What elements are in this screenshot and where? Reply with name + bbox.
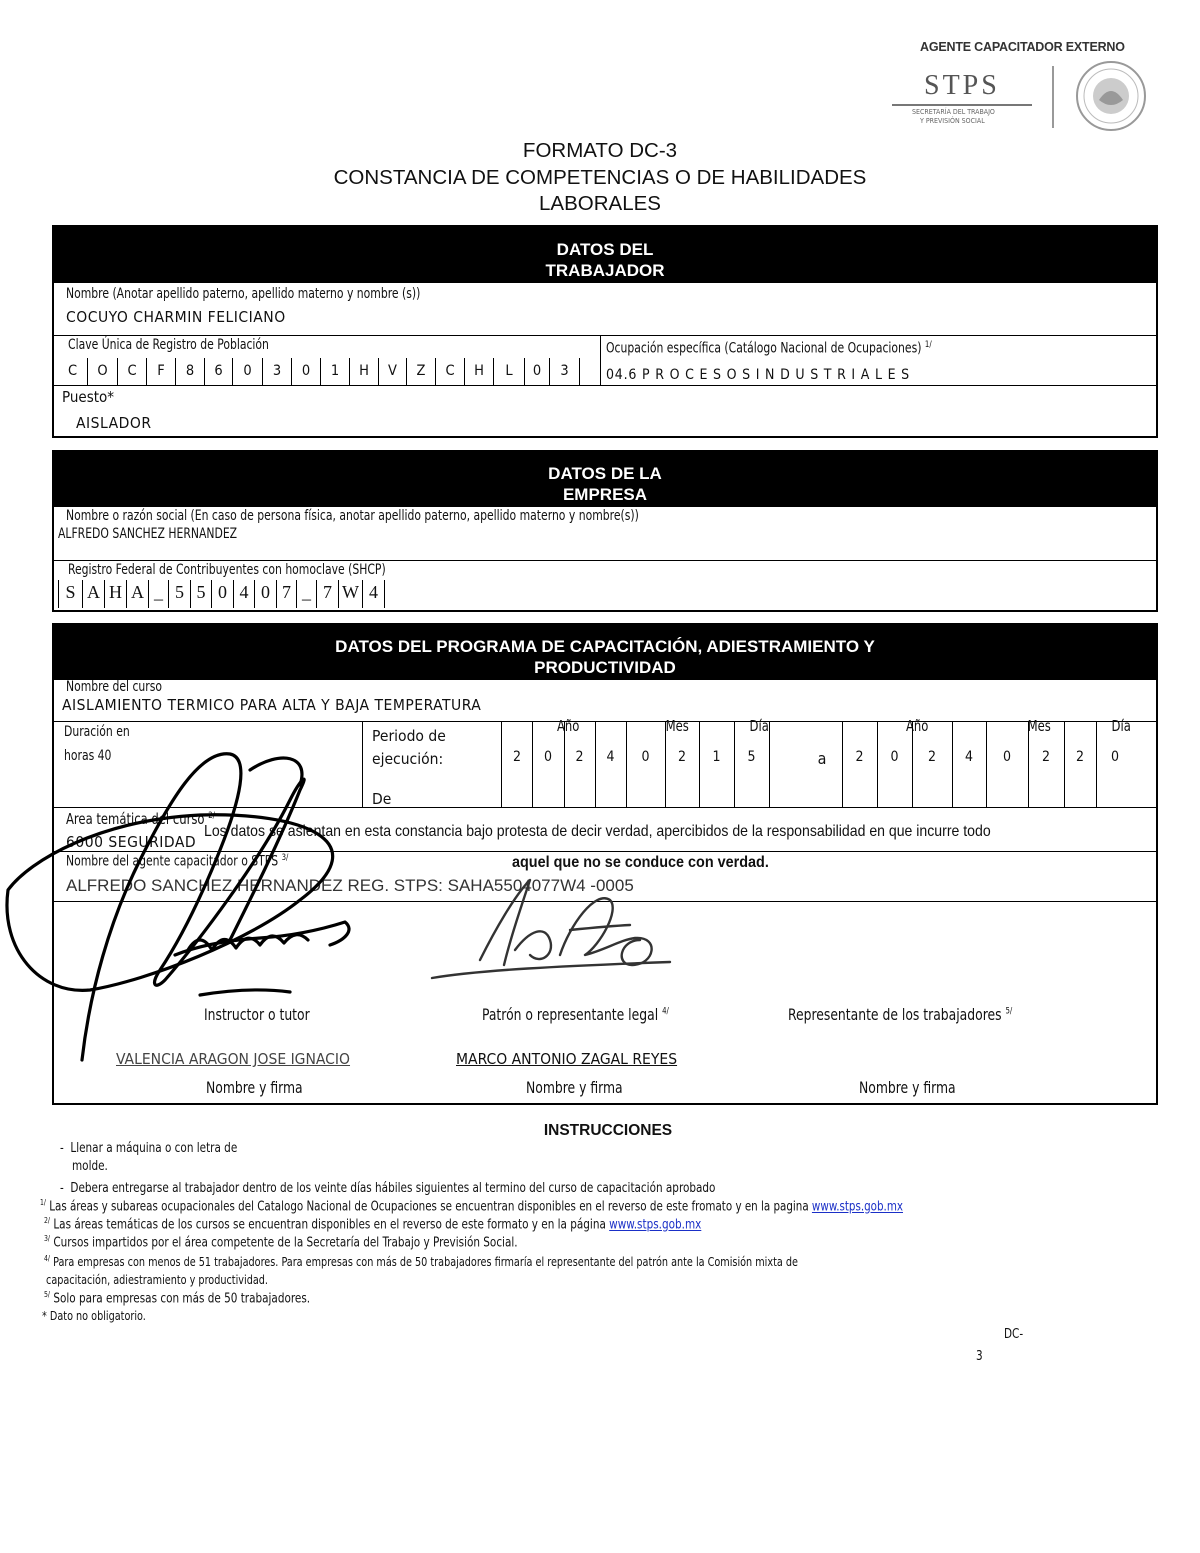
rfc-char: 7	[277, 580, 297, 608]
workers-rep-sign-label: Nombre y firma	[859, 1078, 956, 1097]
curp-char: 0	[525, 358, 550, 385]
start-date-digit: 1	[712, 749, 721, 765]
rfc-char: W	[339, 580, 363, 608]
stps-logo	[888, 68, 1038, 132]
agent-footnote-mark: 3/	[281, 853, 289, 863]
curp-char: 0	[233, 358, 263, 385]
occupation-label-text: Ocupación específica (Catálogo Nacional de Ocupaciones)	[606, 340, 922, 357]
footer-code-1: DC-	[1004, 1326, 1024, 1342]
instructor-label: Instructor o tutor	[204, 1005, 310, 1024]
note-1-mark: 1/	[40, 1198, 46, 1207]
instruction-1-bullet: -	[60, 1140, 71, 1156]
rfc-field	[58, 580, 385, 608]
agent-label-text: Nombre del agente capacitador o STPS	[66, 853, 279, 870]
page-title	[0, 138, 1200, 218]
workers-rep-label-text: Representante de los trabajadores	[788, 1005, 1002, 1024]
rfc-char: 0	[255, 580, 277, 608]
divider-line	[1052, 66, 1054, 128]
area-value: 6000 SEGURIDAD	[66, 833, 197, 851]
worker-header-line-1: DATOS DEL	[556, 240, 654, 259]
agent-label: AGENTE CAPACITADOR EXTERNO	[920, 40, 1125, 54]
stps-link-2[interactable]: www.stps.gob.mx	[609, 1216, 702, 1233]
start-date-digit: 2	[575, 749, 584, 765]
company-section-header	[54, 452, 1156, 507]
curp-char: 1	[321, 358, 350, 385]
curp-char: 3	[550, 358, 580, 385]
end-date-digit: 0	[1110, 749, 1119, 765]
footer-code-2: 3	[976, 1348, 983, 1364]
rfc-char: _	[149, 580, 169, 608]
rfc-char: A	[83, 580, 105, 608]
course-value: AISLAMIENTO TERMICO PARA ALTA Y BAJA TEMPERATURA	[62, 696, 482, 714]
curp-char: C	[58, 358, 88, 385]
rfc-char: _	[297, 580, 317, 608]
rfc-char: A	[127, 580, 149, 608]
curp-char: 0	[292, 358, 321, 385]
curp-char: C	[118, 358, 147, 385]
title-line-2: CONSTANCIA DE COMPETENCIAS O DE HABILIDADES	[333, 165, 867, 189]
stps-link-1[interactable]: www.stps.gob.mx	[811, 1198, 904, 1215]
patron-label-text: Patrón o representante legal	[482, 1005, 659, 1024]
position-value: AISLADOR	[76, 414, 152, 432]
mexico-seal-icon	[1075, 60, 1147, 132]
patron-name: MARCO ANTONIO ZAGAL REYES	[456, 1050, 678, 1068]
end-date-digit: 0	[1002, 749, 1011, 765]
start-month-label: Mes	[665, 717, 689, 735]
instructions-title: INSTRUCCIONES	[543, 1122, 673, 1139]
note-1-text: Las áreas y subareas ocupacionales del Catalogo Nacional de Ocupaciones se encuentran disponibles en el reverso de este fromato y en la pagina	[49, 1198, 809, 1215]
start-date-digit: 0	[543, 749, 552, 765]
instructor-signature	[0, 740, 380, 1070]
worker-name-label: Nombre (Anotar apellido paterno, apellido materno y nombre (s))	[66, 286, 421, 302]
area-footnote-mark: 2/	[208, 811, 215, 821]
rfc-char: 5	[191, 580, 212, 608]
end-date-digit: 2	[1075, 749, 1084, 765]
curp-char: C	[436, 358, 465, 385]
stps-logo-sub2: Y PREVISIÓN SOCIAL	[920, 117, 985, 125]
curp-char: V	[379, 358, 407, 385]
start-date-digit: 2	[677, 749, 686, 765]
company-header-line-1: DATOS DE LA	[548, 464, 662, 483]
end-day-label: Día	[1111, 717, 1131, 735]
end-date-digit: 2	[927, 749, 936, 765]
company-name-value: ALFREDO SANCHEZ HERNANDEZ	[58, 526, 238, 542]
agent-value: ALFREDO SANCHEZ HERNANDEZ REG. STPS: SAHA5504077W4 -0005	[66, 876, 634, 895]
patron-signature	[420, 870, 680, 990]
instruction-1b: molde.	[72, 1158, 108, 1174]
rfc-char: 4	[234, 580, 255, 608]
protest-text-1: Los datos se asientan en esta constancia bajo protesta de decir verdad, apercibidos de la responsabilidad en que incurre todo	[204, 823, 991, 840]
note-5	[44, 1290, 310, 1307]
curp-char: O	[88, 358, 118, 385]
company-section	[52, 450, 1158, 612]
curp-char: Z	[407, 358, 436, 385]
patron-footnote-mark: 4/	[662, 1006, 669, 1017]
program-header-line-1: DATOS DEL PROGRAMA DE CAPACITACIÓN, ADIESTRAMIENTO Y	[335, 637, 875, 656]
rfc-char: 4	[363, 580, 385, 608]
occupation-label	[606, 340, 932, 357]
title-line-3: LABORALES	[539, 192, 661, 215]
stps-logo-sub1: SECRETARÍA DEL TRABAJO	[912, 108, 995, 116]
end-year-label: Año	[905, 717, 929, 735]
note-2-text: Las áreas temáticas de los cursos se encuentran disponibles en el reverso de este formato y en la página	[53, 1216, 606, 1233]
program-section-header	[54, 625, 1156, 680]
worker-header-line-2: TRABAJADOR	[545, 261, 665, 280]
end-date-digit: 4	[964, 749, 973, 765]
start-date-digit: 2	[512, 749, 521, 765]
note-5-mark: 5/	[44, 1290, 51, 1299]
note-3-mark: 3/	[44, 1234, 51, 1243]
company-name-label: Nombre o razón social (En caso de persona física, anotar apellido paterno, apellido materno y nombre(s))	[66, 508, 639, 524]
curp-char: H	[350, 358, 379, 385]
note-6: * Dato no obligatorio.	[42, 1308, 146, 1323]
rfc-char: S	[59, 580, 83, 608]
curp-char: 6	[205, 358, 233, 385]
title-line-1: FORMATO DC-3	[522, 139, 678, 162]
occupation-value: 04.6 P R O C E S O S I N D U S T R I A L E S	[606, 367, 910, 383]
curp-field	[58, 358, 580, 385]
note-5-text: Solo para empresas con más de 50 trabajadores.	[53, 1290, 311, 1307]
curp-char: L	[494, 358, 525, 385]
note-4	[44, 1254, 798, 1269]
curp-char: F	[147, 358, 176, 385]
duration-label: Duración en	[64, 724, 130, 740]
patron-sign-label: Nombre y firma	[526, 1078, 623, 1097]
end-date-digit: 2	[855, 749, 864, 765]
period-label	[372, 725, 446, 811]
rfc-char: 5	[169, 580, 191, 608]
rfc-char: H	[105, 580, 127, 608]
curp-label: Clave Única de Registro de Población	[68, 337, 269, 353]
program-header-line-2: PRODUCTIVIDAD	[534, 658, 676, 677]
date-separator: a	[817, 749, 827, 768]
curp-char: 3	[263, 358, 292, 385]
worker-section-header	[54, 227, 1156, 283]
instruction-2-bullet: -	[60, 1180, 71, 1196]
note-3-text: Cursos impartidos por el área competente de la Secretaría del Trabajo y Previsión Social.	[53, 1234, 518, 1251]
start-date-digit: 5	[747, 749, 756, 765]
rfc-label: Registro Federal de Contribuyentes con homoclave (SHCP)	[68, 562, 386, 578]
worker-name-value: COCUYO CHARMIN FELICIANO	[66, 308, 286, 326]
course-label: Nombre del curso	[66, 679, 162, 695]
workers-rep-footnote-mark: 5/	[1005, 1006, 1013, 1017]
curp-cells	[58, 358, 580, 385]
area-label-text: Area temática del curso	[66, 810, 205, 828]
start-year-label: Año	[556, 717, 580, 735]
end-date-digit: 2	[1041, 749, 1050, 765]
start-date-digit: 4	[606, 749, 615, 765]
period-label-line-3: De	[372, 790, 392, 808]
occupation-footnote-mark: 1/	[924, 340, 932, 350]
period-label-line-2: ejecución:	[372, 750, 444, 768]
stps-logo-text: STPS	[924, 70, 1000, 101]
company-header-line-2: EMPRESA	[562, 485, 648, 504]
rfc-char: 0	[212, 580, 234, 608]
period-label-line-1: Periodo de	[372, 727, 446, 745]
instruction-1-text: Llenar a máquina o con letra de	[70, 1140, 238, 1156]
note-4-text-a: Para empresas con menos de 51 trabajadores. Para empresas con más de 50 trabajadores firmaría el representante del patrón ante la Comisión mixta de	[53, 1254, 798, 1270]
note-2-mark: 2/	[44, 1216, 51, 1225]
workers-rep-label	[788, 1005, 1012, 1024]
start-day-label: Día	[749, 717, 769, 735]
patron-label	[482, 1005, 669, 1024]
instruction-2	[60, 1180, 715, 1196]
position-label: Puesto*	[62, 388, 115, 406]
note-4b: capacitación, adiestramiento y productividad.	[46, 1272, 268, 1287]
worker-section	[52, 225, 1158, 438]
duration-value: horas 40	[64, 748, 112, 764]
start-date-digit: 0	[641, 749, 650, 765]
instruction-1	[60, 1140, 237, 1156]
note-2	[44, 1216, 701, 1233]
instructor-name: VALENCIA ARAGON JOSE IGNACIO	[116, 1050, 351, 1068]
note-1	[40, 1198, 903, 1215]
curp-char: H	[465, 358, 494, 385]
instructor-sign-label: Nombre y firma	[206, 1078, 303, 1097]
rfc-char: 7	[317, 580, 339, 608]
instruction-2-text: Debera entregarse al trabajador dentro de los veinte días hábiles siguientes al termino del curso de capacitación aprobado	[70, 1180, 716, 1196]
note-3	[44, 1234, 518, 1251]
end-month-label: Mes	[1027, 717, 1051, 735]
rfc-cells	[59, 580, 385, 608]
note-4-mark: 4/	[44, 1254, 51, 1263]
protest-text-2: aquel que no se conduce con verdad.	[512, 854, 769, 871]
end-date-digit: 0	[890, 749, 899, 765]
curp-char: 8	[176, 358, 205, 385]
